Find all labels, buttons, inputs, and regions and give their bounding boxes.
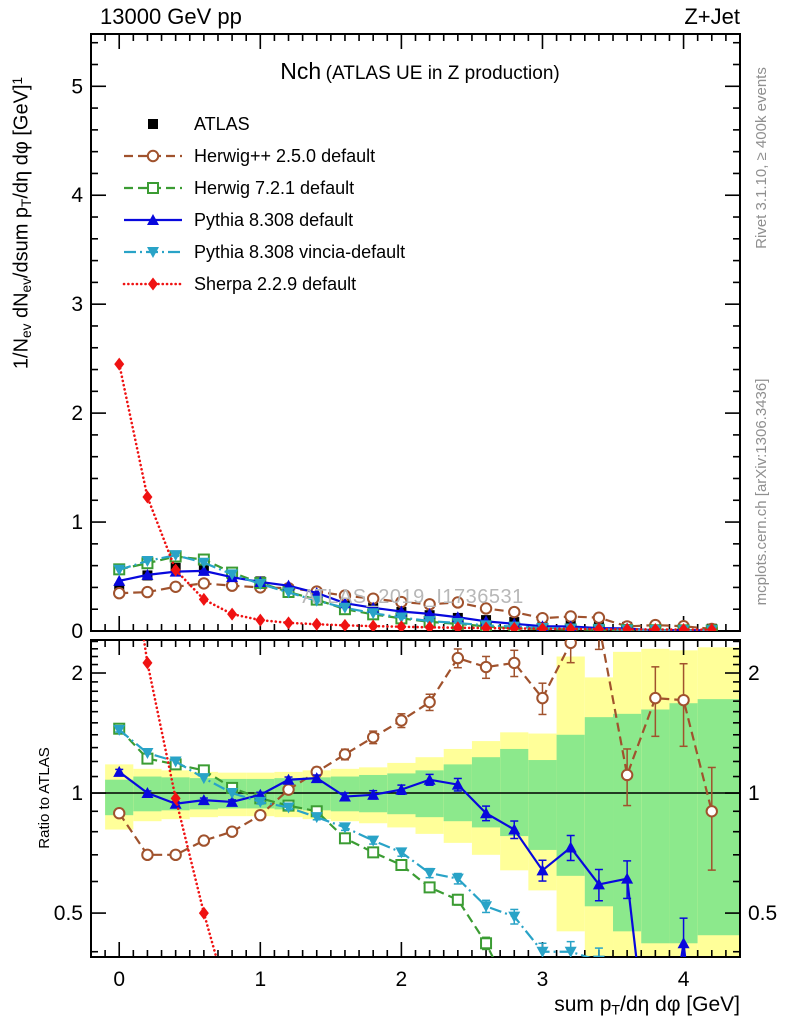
legend (122, 108, 405, 300)
x-axis-label (440, 993, 740, 1019)
legend-item-2 (122, 172, 405, 204)
side-note-rivet: Rivet 3.1.10, ≥ 400k events (753, 67, 770, 249)
ylabel-part: /dη dφ [GeV] (10, 84, 33, 199)
legend-item-1 (122, 140, 405, 172)
legend-marker-square-icon (122, 179, 184, 197)
svg-text:2: 2 (71, 662, 83, 686)
legend-label: Sherpa 2.2.9 default (194, 273, 357, 294)
legend-marker-triangle-up-icon (122, 211, 184, 229)
legend-label: Herwig++ 2.5.0 default (194, 145, 376, 166)
svg-text:0.5: 0.5 (748, 902, 778, 926)
ylabel-part: 1/N (10, 337, 33, 370)
svg-text:5: 5 (71, 75, 83, 99)
svg-text:0: 0 (113, 968, 126, 991)
legend-marker-square-icon (122, 115, 184, 133)
legend-marker-diamond-icon (122, 275, 184, 293)
svg-text:1: 1 (748, 782, 760, 806)
legend-item-0 (122, 108, 405, 140)
legend-label: Pythia 8.308 default (194, 209, 354, 230)
header-beam-energy: 13000 GeV pp (100, 4, 242, 29)
svg-text:2: 2 (71, 402, 83, 426)
legend-item-3 (122, 204, 405, 236)
plot-title-analysis: (ATLAS UE in Z production) (325, 63, 560, 84)
svg-text:2: 2 (748, 662, 760, 686)
ylabel-part: /dsum p (10, 206, 33, 279)
header-process: Z+Jet (684, 4, 740, 29)
ratio-y-axis-label: Ratio to ATLAS (36, 747, 53, 849)
watermark: ATLAS_2019_I1736531 (302, 586, 524, 608)
svg-text:3: 3 (71, 293, 83, 317)
svg-text:3: 3 (536, 968, 549, 991)
ylabel-sub: T (18, 198, 34, 207)
svg-text:1: 1 (71, 782, 83, 806)
ylabel-part: dN (10, 292, 33, 324)
svg-text:0.5: 0.5 (53, 902, 83, 926)
main-y-axis-label (10, 23, 34, 423)
legend-label: Pythia 8.308 vincia-default (194, 241, 406, 262)
ylabel-sub: ev (18, 278, 34, 293)
xlabel-sub: T (611, 1002, 621, 1019)
legend-label: Herwig 7.2.1 default (194, 177, 355, 198)
svg-text:1: 1 (71, 511, 83, 535)
legend-item-4 (122, 236, 405, 268)
ylabel-sup: 1 (10, 76, 25, 85)
svg-text:4: 4 (71, 184, 83, 208)
side-note-mcplots: mcplots.cern.ch [arXiv:1306.3436] (753, 378, 770, 606)
plot-title-observable: Nch (280, 58, 322, 84)
ylabel-sub: ev (18, 323, 34, 338)
xlabel-part: sum p (554, 993, 612, 1016)
xlabel-part: /dη dφ [GeV] (620, 993, 740, 1016)
svg-text:2: 2 (395, 968, 408, 991)
svg-text:4: 4 (677, 968, 690, 991)
legend-marker-circle-icon (122, 147, 184, 165)
legend-item-5 (122, 268, 405, 300)
series-ratio-5 (114, 468, 265, 1024)
svg-text:1: 1 (254, 968, 267, 991)
svg-text:0: 0 (71, 620, 83, 643)
legend-label: ATLAS (194, 113, 250, 134)
legend-marker-triangle-down-icon (122, 243, 184, 261)
